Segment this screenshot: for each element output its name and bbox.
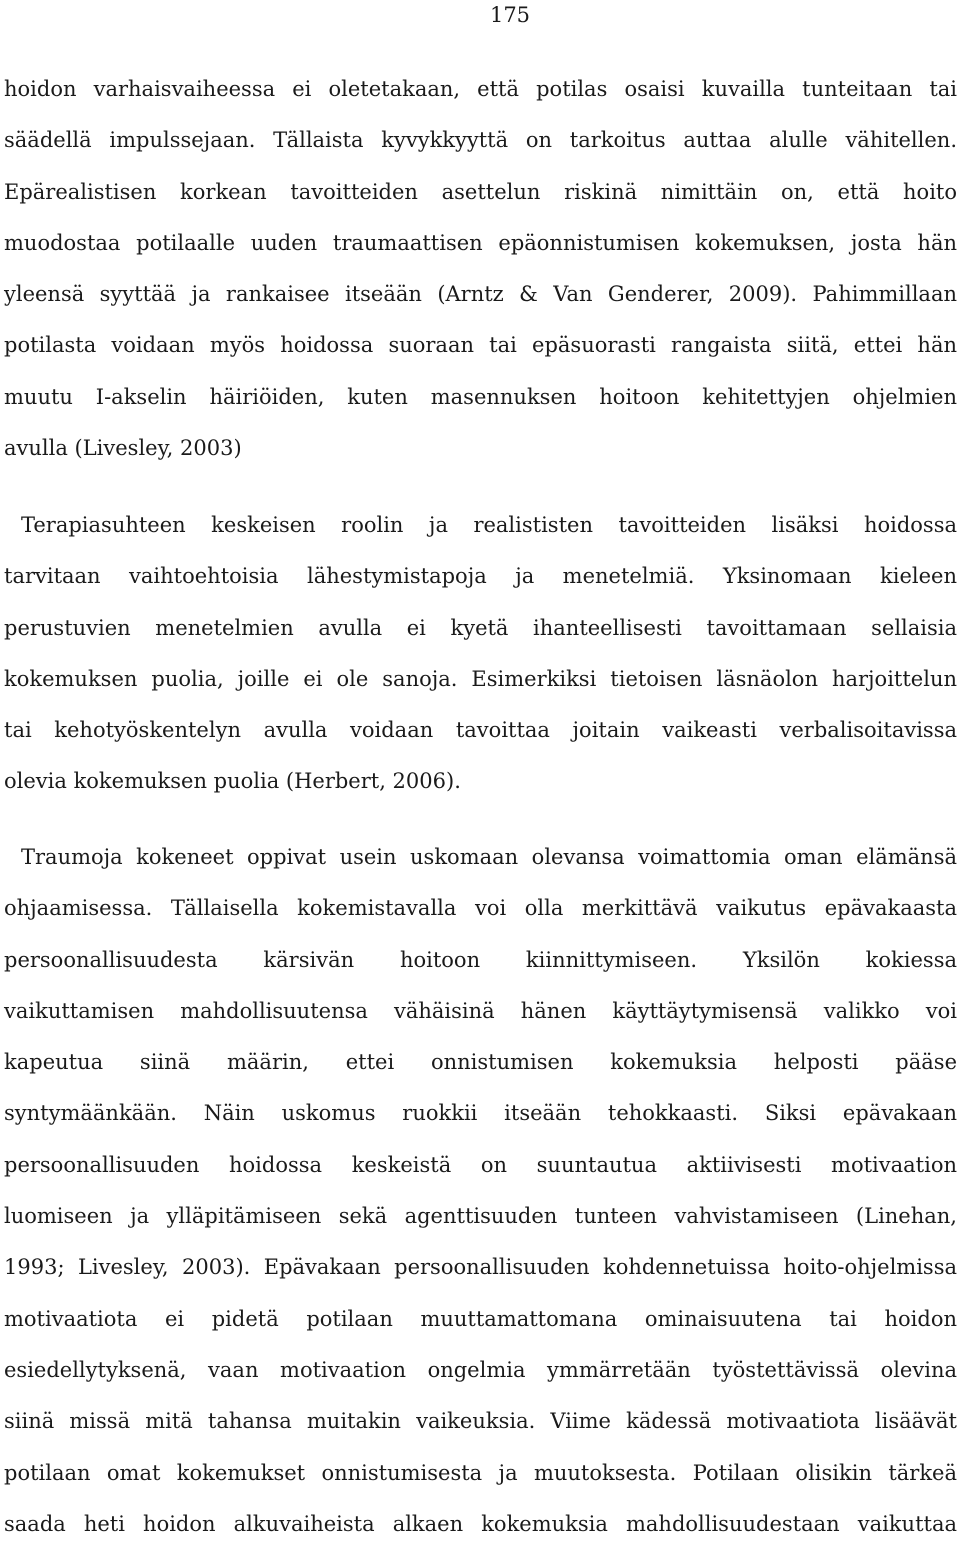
text-line: Traumoja kokeneet oppivat usein uskomaan olevansa voimattomia oman elämänsä [21, 845, 957, 869]
paragraph-2 [4, 500, 957, 808]
text-line: potilasta voidaan myös hoidossa suoraan tai epäsuorasti rangaista siitä, ettei hän [4, 333, 957, 358]
text-line: Terapiasuhteen keskeisen roolin ja realististen tavoitteiden lisäksi hoidossa [21, 513, 957, 537]
paragraph-3 [4, 832, 957, 1550]
text-line: syntymäänkään. Näin uskomus ruokkii itseään tehokkaasti. Siksi epävakaan [4, 1101, 957, 1126]
text-line: avulla (Livesley, 2003) [4, 436, 242, 461]
text-line: 1993; Livesley, 2003). Epävakaan persoonallisuuden kohdennetuissa hoito-ohjelmissa [4, 1255, 957, 1280]
text-line: potilaan omat kokemukset onnistumisesta ja muutoksesta. Potilaan olisikin tärkeä [4, 1460, 957, 1485]
text-line: kapeutua siinä määrin, ettei onnistumisen kokemuksia helposti pääse [4, 1050, 957, 1075]
text-line: ohjaamisessa. Tällaisella kokemistavalla voi olla merkittävä vaikutus epävakaasta [4, 896, 957, 921]
text-line: Epärealistisen korkean tavoitteiden asettelun riskinä nimittäin on, että hoito [4, 179, 957, 204]
text-line: muutu I-akselin häiriöiden, kuten masennuksen hoitoon kehitettyjen ohjelmien [4, 384, 957, 409]
text-line: persoonallisuuden hoidossa keskeistä on suuntautua aktiivisesti motivaation [4, 1152, 957, 1177]
page-number: 175 [489, 3, 531, 27]
text-line: säädellä impulssejaan. Tällaista kyvykkyyttä on tarkoitus auttaa alulle vähitellen. [4, 128, 957, 153]
text-line: saada heti hoidon alkuvaiheista alkaen kokemuksia mahdollisuudestaan vaikuttaa [4, 1511, 957, 1536]
text-line: yleensä syyttää ja rankaisee itseään (Arntz & Van Genderer, 2009). Pahimmillaan [4, 282, 957, 307]
text-line: perustuvien menetelmien avulla ei kyetä ihanteellisesti tavoittamaan sellaisia [4, 615, 957, 640]
text-line: tarvitaan vaihtoehtoisia lähestymistapoja ja menetelmiä. Yksinomaan kieleen [4, 564, 957, 589]
text-line: olevia kokemuksen puolia (Herbert, 2006). [4, 769, 461, 794]
text-line: persoonallisuudesta kärsivän hoitoon kiinnittymiseen. Yksilön kokiessa [4, 947, 957, 972]
text-line: vaikuttamisen mahdollisuutensa vähäisinä hänen käyttäytymisensä valikko voi [4, 998, 957, 1023]
paragraph-1 [4, 64, 957, 474]
text-line: muodostaa potilaalle uuden traumaattisen epäonnistumisen kokemuksen, josta hän [4, 230, 957, 255]
text-line: kokemuksen puolia, joille ei ole sanoja. Esimerkiksi tietoisen läsnäolon harjoittelun [4, 666, 957, 691]
text-line: esiedellytyksenä, vaan motivaation ongelmia ymmärretään työstettävissä olevina [4, 1357, 957, 1382]
text-line: motivaatiota ei pidetä potilaan muuttamattomana ominaisuutena tai hoidon [4, 1306, 957, 1331]
text-line: hoidon varhaisvaiheessa ei oletetakaan, että potilas osaisi kuvailla tunteitaan tai [4, 77, 957, 101]
text-line: luomiseen ja ylläpitämiseen sekä agenttisuuden tunteen vahvistamiseen (Linehan, [4, 1204, 957, 1229]
text-line: tai kehotyöskentelyn avulla voidaan tavoittaa joitain vaikeasti verbalisoitavissa [4, 718, 957, 743]
text-line: siinä missä mitä tahansa muitakin vaikeuksia. Viime kädessä motivaatiota lisäävät [4, 1409, 957, 1434]
